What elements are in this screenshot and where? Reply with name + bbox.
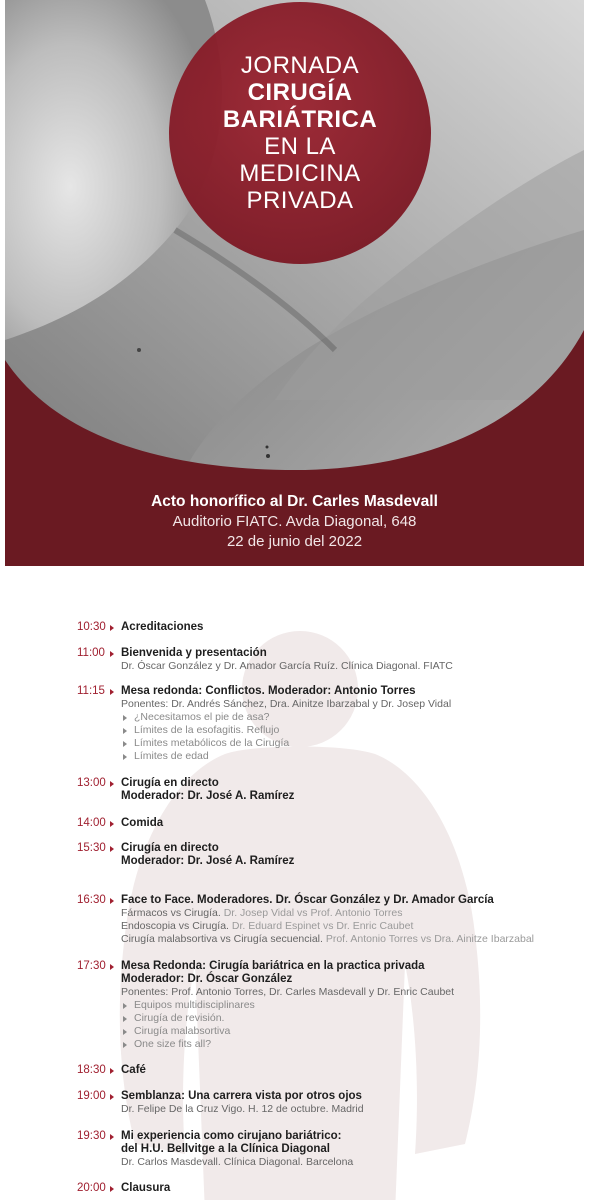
item-time: 19:00	[77, 1090, 106, 1102]
pair-topic: Fármacos vs Cirugía.	[121, 907, 221, 919]
item-time: 20:00	[77, 1182, 106, 1194]
item-title: Acreditaciones	[121, 621, 204, 633]
face-to-face-pair	[121, 920, 581, 933]
item-time: 10:30	[77, 621, 106, 633]
item-time: 14:00	[77, 817, 106, 829]
pair-speakers: Prof. Antonio Torres vs Dra. Ainitze Ibarzabal	[325, 933, 535, 945]
event-info	[5, 492, 584, 552]
item-title: Café	[121, 1064, 146, 1076]
pair-speakers: Dr. Josep Vidal vs Prof. Antonio Torres	[223, 907, 403, 919]
arrow-icon	[110, 1134, 114, 1140]
title-line-medicina: MEDICINA	[239, 160, 361, 187]
arrow-icon	[110, 781, 114, 787]
item-title: Mesa Redonda: Cirugía bariátrica en la practica privada	[121, 960, 425, 972]
face-to-face-pair	[121, 933, 581, 946]
item-speakers: Dr. Carlos Masdevall. Clínica Diagonal. Barcelona	[121, 1156, 354, 1168]
item-time: 11:00	[77, 647, 105, 659]
bullet-item: One size fits all?	[121, 1038, 581, 1051]
bullet-item: Límites de la esofagitis. Reflujo	[121, 724, 581, 737]
title-line-jornada: JORNADA	[240, 52, 360, 79]
item-title: Comida	[121, 817, 164, 829]
item-title: Cirugía en directo	[121, 842, 219, 854]
item-moderator: Moderador: Dr. José A. Ramírez	[121, 790, 295, 802]
title-line-cirugia: CIRUGÍA	[247, 79, 353, 106]
item-speakers: Ponentes: Dr. Andrés Sánchez, Dra. Ainitze Ibarzabal y Dr. Josep Vidal	[121, 698, 452, 710]
item-speakers: Dr. Felipe De la Cruz Vigo. H. 12 de octubre. Madrid	[121, 1103, 364, 1115]
pair-topic: Cirugía malabsortiva vs Cirugía secuencial.	[121, 933, 323, 945]
title-line-bariatrica: BARIÁTRICA	[222, 106, 378, 133]
item-moderator: Moderador: Dr. José A. Ramírez	[121, 855, 295, 867]
face-to-face-pair	[121, 907, 581, 920]
item-time: 18:30	[77, 1064, 106, 1076]
bullet-item: Equipos multidisciplinares	[121, 999, 581, 1012]
item-title: Cirugía en directo	[121, 777, 219, 789]
cover-panel	[5, 0, 584, 566]
bullet-item: ¿Necesitamos el pie de asa?	[121, 711, 581, 724]
item-title: Semblanza: Una carrera vista por otros ojos	[121, 1090, 362, 1102]
pair-speakers: Dr. Eduard Espinet vs Dr. Enric Caubet	[231, 920, 414, 932]
program-section	[0, 566, 589, 1200]
title-line-privada: PRIVADA	[246, 187, 354, 214]
arrow-icon	[110, 964, 114, 970]
item-time: 17:30	[77, 960, 106, 972]
arrow-icon	[110, 821, 114, 827]
item-moderator: Moderador: Dr. Óscar González	[121, 973, 293, 985]
item-time: 16:30	[77, 894, 106, 906]
item-time: 19:30	[77, 1130, 106, 1142]
pair-topic: Endoscopia vs Cirugía.	[121, 920, 229, 932]
item-title: Mesa redonda: Conflictos. Moderador: Antonio Torres	[121, 685, 416, 697]
item-speakers: Ponentes: Prof. Antonio Torres, Dr. Carles Masdevall y Dr. Enric Caubet	[121, 986, 455, 998]
bullet-item: Límites de edad	[121, 750, 581, 763]
item-time: 11:15	[77, 685, 105, 697]
item-subtitle: del H.U. Bellvitge a la Clínica Diagonal	[121, 1143, 330, 1155]
item-time: 13:00	[77, 777, 106, 789]
arrow-icon	[110, 898, 114, 904]
bullet-item: Cirugía de revisión.	[121, 1012, 581, 1025]
honor-line: Acto honorífico al Dr. Carles Masdevall	[151, 493, 438, 510]
item-title: Bienvenida y presentación	[121, 647, 267, 659]
item-time: 15:30	[77, 842, 106, 854]
arrow-icon	[110, 846, 114, 852]
item-speakers: Dr. Óscar González y Dr. Amador García Ruíz. Clínica Diagonal. FIATC	[121, 660, 453, 672]
venue-line: Auditorio FIATC. Avda Diagonal, 648	[172, 513, 417, 530]
arrow-icon	[110, 651, 114, 657]
bullet-item: Límites metabólicos de la Cirugía	[121, 737, 581, 750]
date-line: 22 de junio del 2022	[226, 533, 363, 550]
item-title: Face to Face. Moderadores. Dr. Óscar González y Dr. Amador García	[121, 894, 494, 906]
bullet-item: Cirugía malabsortiva	[121, 1025, 581, 1038]
item-title: Mi experiencia como cirujano bariátrico:	[121, 1130, 342, 1142]
arrow-icon	[110, 1186, 114, 1192]
arrow-icon	[110, 1068, 114, 1074]
title-circle	[169, 2, 431, 264]
item-title: Clausura	[121, 1182, 171, 1194]
title-line-en-la: EN LA	[264, 133, 336, 160]
arrow-icon	[110, 1094, 114, 1100]
arrow-icon	[110, 689, 114, 695]
arrow-icon	[110, 625, 114, 631]
